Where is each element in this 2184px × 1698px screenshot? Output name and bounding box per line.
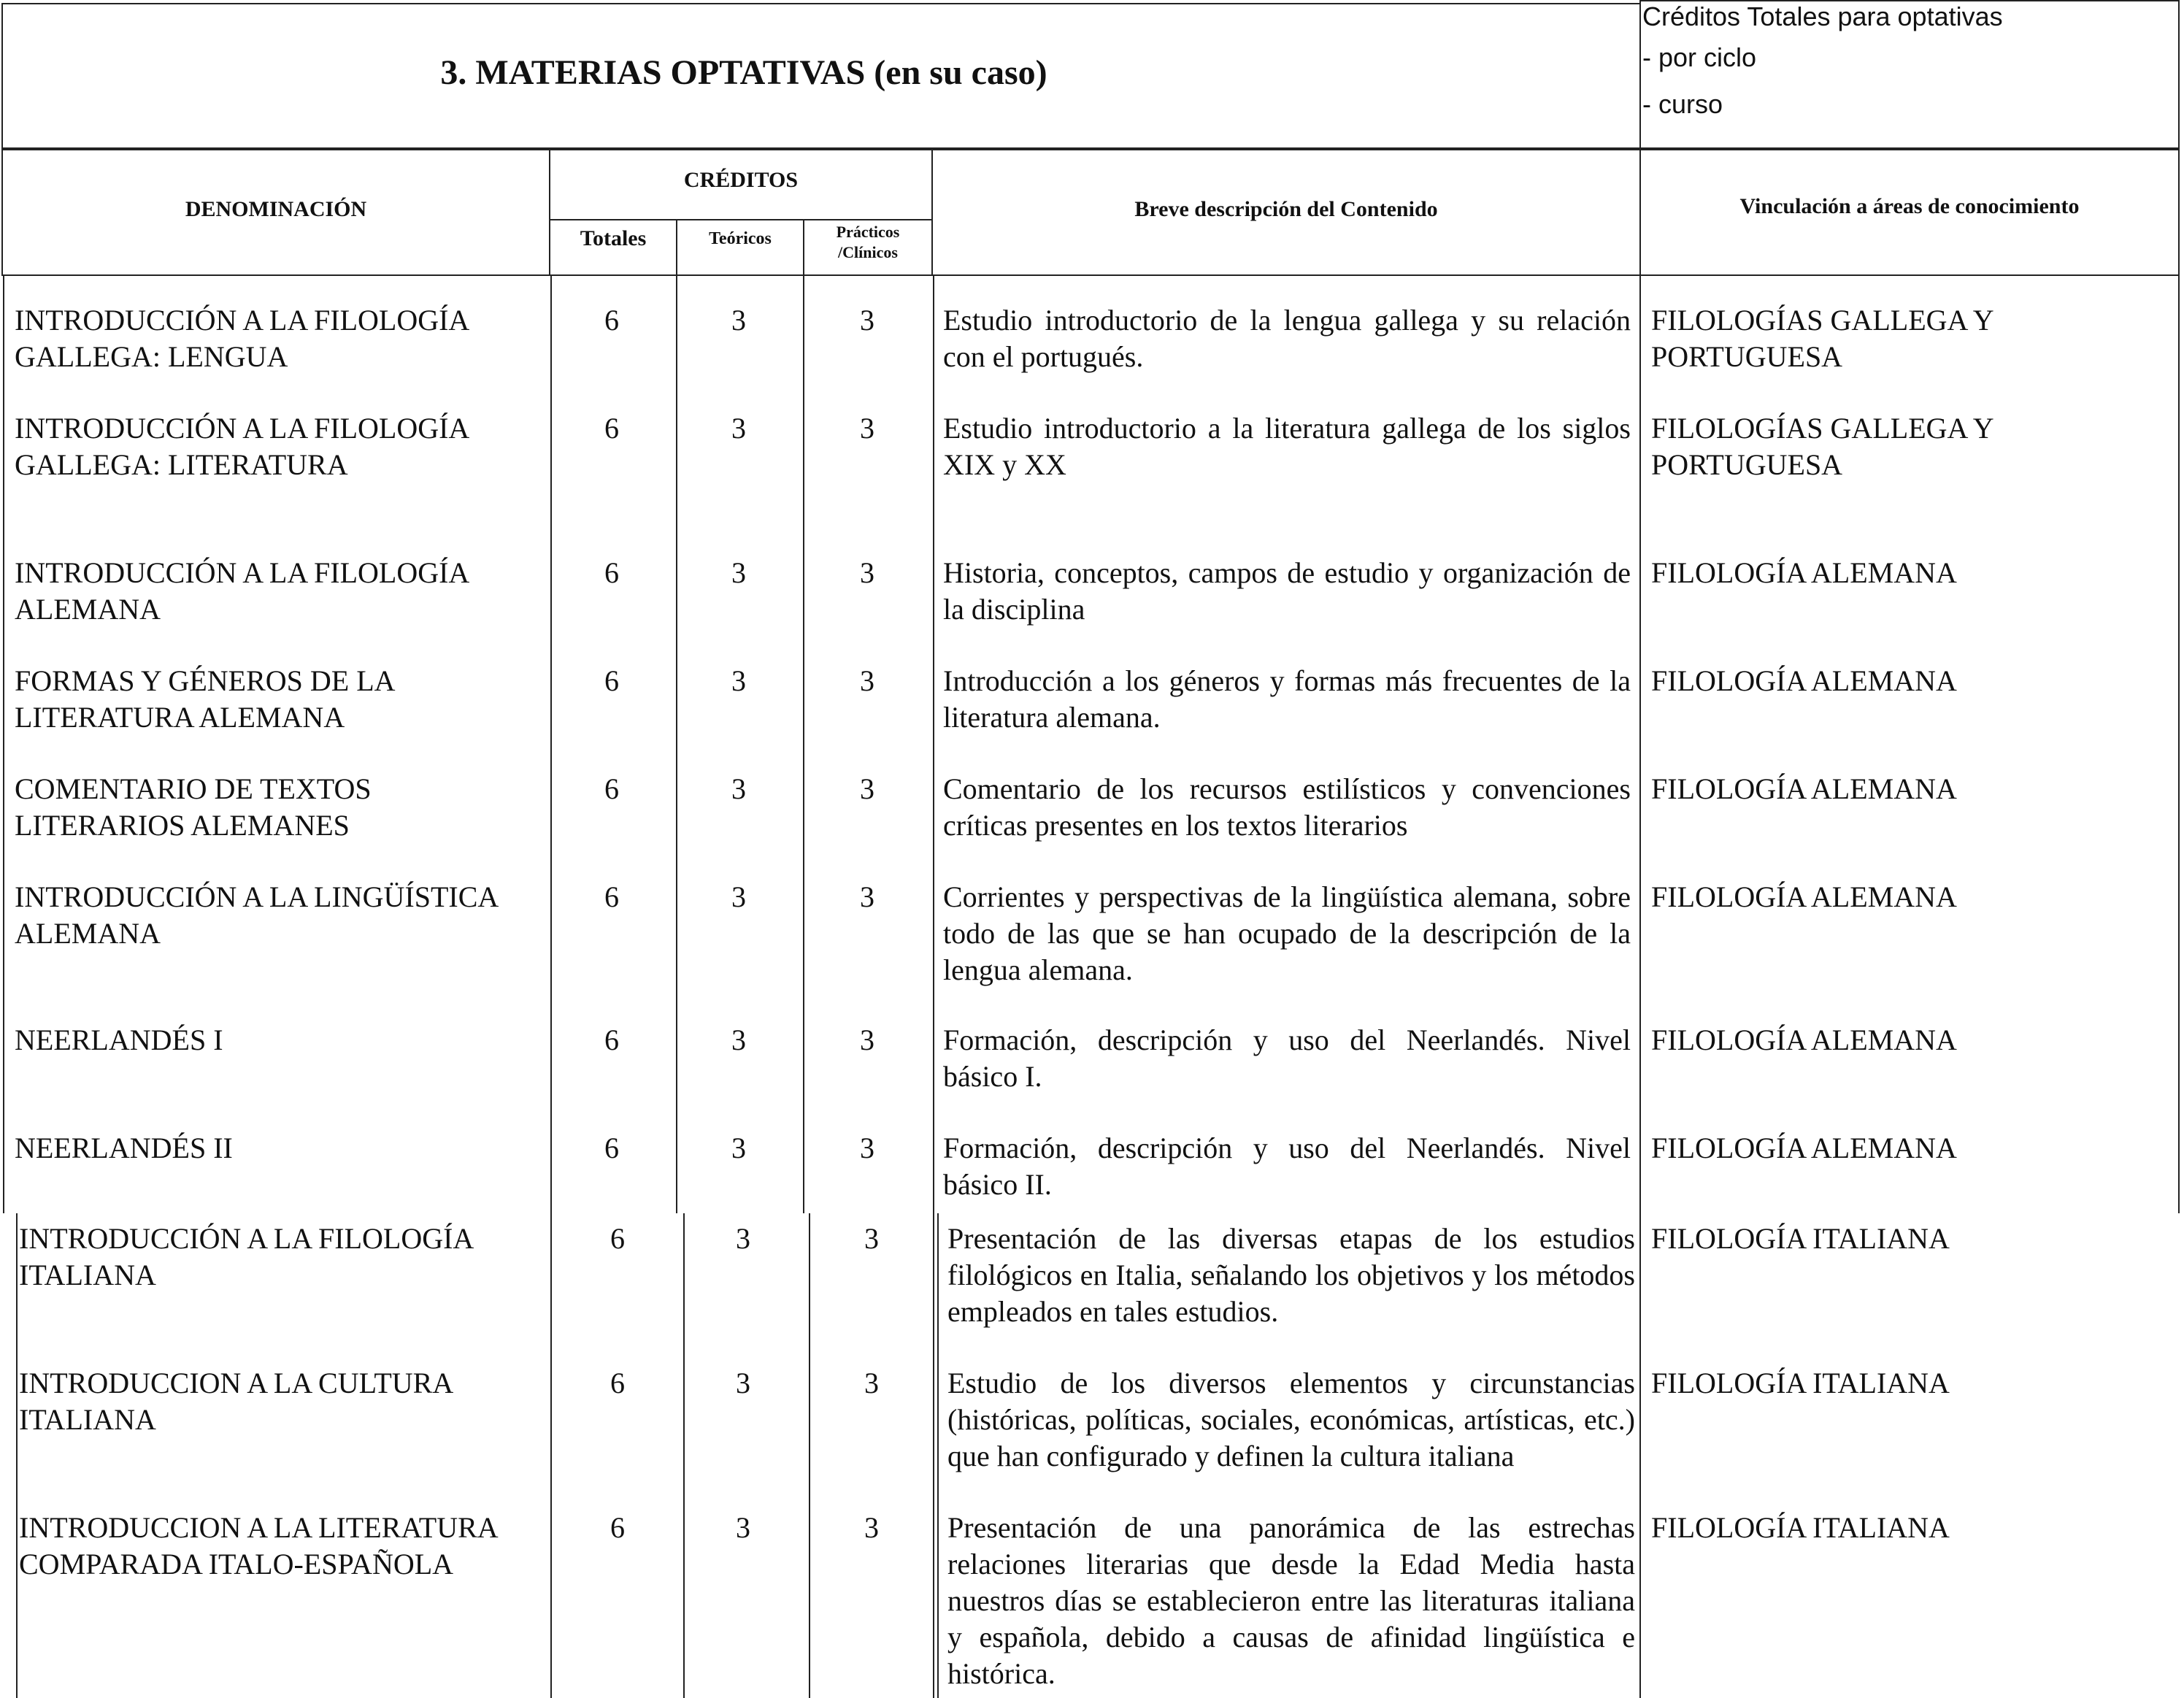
credits-theory: 3 [731,412,746,445]
page-title: 3. MATERIAS OPTATIVAS (en su caso) [440,53,1047,92]
credits-theory: 3 [736,1511,750,1544]
header-descripcion: Breve descripción del Contenido [1134,197,1438,221]
credits-practice: 3 [860,664,874,697]
per-course-label: - curso [1642,89,1723,119]
subject-description: Presentación de las diversas etapas de los estudios filológicos en Italia, señalando los objetivos y los métodos empleados en tales estudios. [947,1222,1635,1328]
per-cycle-label: - por ciclo [1642,42,1757,72]
credits-practice: 3 [860,880,874,913]
knowledge-area: FILOLOGÍA ALEMANA [1651,772,1957,805]
knowledge-area: FILOLOGÍA ALEMANA [1651,1132,1957,1164]
credits-practice: 3 [864,1511,879,1544]
credits-theory: 3 [731,880,746,913]
subject-name: INTRODUCCIÓN A LA FILOLOGÍA ITALIANA [19,1222,474,1291]
subject-name: FORMAS Y GÉNEROS DE LA LITERATURA ALEMANA [15,664,396,734]
subject-name: COMENTARIO DE TEXTOS LITERARIOS ALEMANES [15,772,372,842]
credits-practice: 3 [860,1023,874,1056]
subject-name: INTRODUCCIÓN A LA LINGÜÍSTICA ALEMANA [15,880,499,950]
header-practicos-line1: Prácticos [836,223,900,241]
header-practicos [804,222,931,263]
subject-description: Formación, descripción y uso del Neerlandés. Nivel básico II. [943,1132,1631,1201]
subject-description: Introducción a los géneros y formas más frecuentes de la literatura alemana. [943,664,1631,734]
credits-practice: 3 [860,556,874,589]
subject-name: INTRODUCCION A LA LITERATURA COMPARADA ITALO-ESPAÑOLA [19,1511,499,1580]
title-row [0,0,2184,149]
credits-practice: 3 [864,1222,879,1255]
subject-description: Comentario de los recursos estilísticos y convenciones críticas presentes en los textos literarios [943,772,1631,842]
table-body [0,276,2184,1698]
credits-total: 6 [604,412,619,445]
credits-theory: 3 [731,556,746,589]
knowledge-area: FILOLOGÍAS GALLEGA Y PORTUGUESA [1651,412,1994,481]
knowledge-area: FILOLOGÍA ALEMANA [1651,664,1957,697]
subject-description: Estudio de los diversos elementos y circunstancias (históricas, políticas, sociales, económicas, artísticas, etc.) que han configurado y definen la cultura italiana [947,1367,1635,1472]
header-totales: Totales [580,226,647,250]
credits-total: 6 [604,1132,619,1164]
knowledge-area: FILOLOGÍA ITALIANA [1651,1222,1950,1255]
credits-theory: 3 [736,1367,750,1399]
credits-total: 6 [604,880,619,913]
subject-name: INTRODUCCION A LA CULTURA ITALIANA [19,1367,454,1436]
subject-name: INTRODUCCIÓN A LA FILOLOGÍA ALEMANA [15,556,470,626]
subject-description: Estudio introductorio a la literatura gallega de los siglos XIX y XX [943,412,1631,481]
header-creditos: CRÉDITOS [683,168,799,192]
total-credits-label: Créditos Totales para optativas [1642,1,2003,31]
credits-theory: 3 [731,304,746,337]
subject-name: INTRODUCCIÓN A LA FILOLOGÍA GALLEGA: LENGUA [15,304,470,373]
credits-total: 6 [610,1222,625,1255]
header-denominacion: DENOMINACIÓN [185,197,367,221]
knowledge-area: FILOLOGÍA ITALIANA [1651,1511,1950,1544]
credits-total: 6 [604,556,619,589]
header-teoricos: Teóricos [709,229,772,248]
header-vinculacion: Vinculación a áreas de conocimiento [1739,194,2080,218]
knowledge-area: FILOLOGÍA ALEMANA [1651,1023,1957,1056]
credits-practice: 3 [860,1132,874,1164]
credits-total: 6 [604,772,619,805]
subject-name: INTRODUCCIÓN A LA FILOLOGÍA GALLEGA: LITERATURA [15,412,470,481]
subject-description: Formación, descripción y uso del Neerlandés. Nivel básico I. [943,1023,1631,1093]
subject-name: NEERLANDÉS II [15,1132,233,1164]
knowledge-area: FILOLOGÍAS GALLEGA Y PORTUGUESA [1651,304,1994,373]
credits-total: 6 [610,1367,625,1399]
knowledge-area: FILOLOGÍA ALEMANA [1651,556,1957,589]
subject-description: Estudio introductorio de la lengua gallega y su relación con el portugués. [943,304,1631,373]
credits-practice: 3 [864,1367,879,1399]
credits-theory: 3 [731,664,746,697]
knowledge-area: FILOLOGÍA ALEMANA [1651,880,1957,913]
credits-practice: 3 [860,412,874,445]
knowledge-area: FILOLOGÍA ITALIANA [1651,1367,1950,1399]
subject-name: NEERLANDÉS I [15,1023,223,1056]
credits-practice: 3 [860,304,874,337]
subject-description: Presentación de una panorámica de las estrechas relaciones literarias que desde la Edad Media hasta nuestros días se establecieron entre las literaturas italiana y española, debido a causas de afinidad lingüística e histórica. [947,1511,1635,1690]
credits-total: 6 [604,664,619,697]
subject-description: Corrientes y perspectivas de la lingüística alemana, sobre todo de las que se han ocupado de la descripción de la lengua alemana. [943,880,1631,986]
credits-theory: 3 [736,1222,750,1255]
header-practicos-line2: /Clínicos [838,243,898,261]
title-box [1,3,1639,149]
credits-total: 6 [610,1511,625,1544]
table-header [0,149,2184,276]
credits-theory: 3 [731,1132,746,1164]
credits-theory: 3 [731,772,746,805]
credits-practice: 3 [860,772,874,805]
credits-total: 6 [604,1023,619,1056]
credits-theory: 3 [731,1023,746,1056]
subject-description: Historia, conceptos, campos de estudio y organización de la disciplina [943,556,1631,626]
total-credits-box [1639,0,2180,149]
credits-total: 6 [604,304,619,337]
